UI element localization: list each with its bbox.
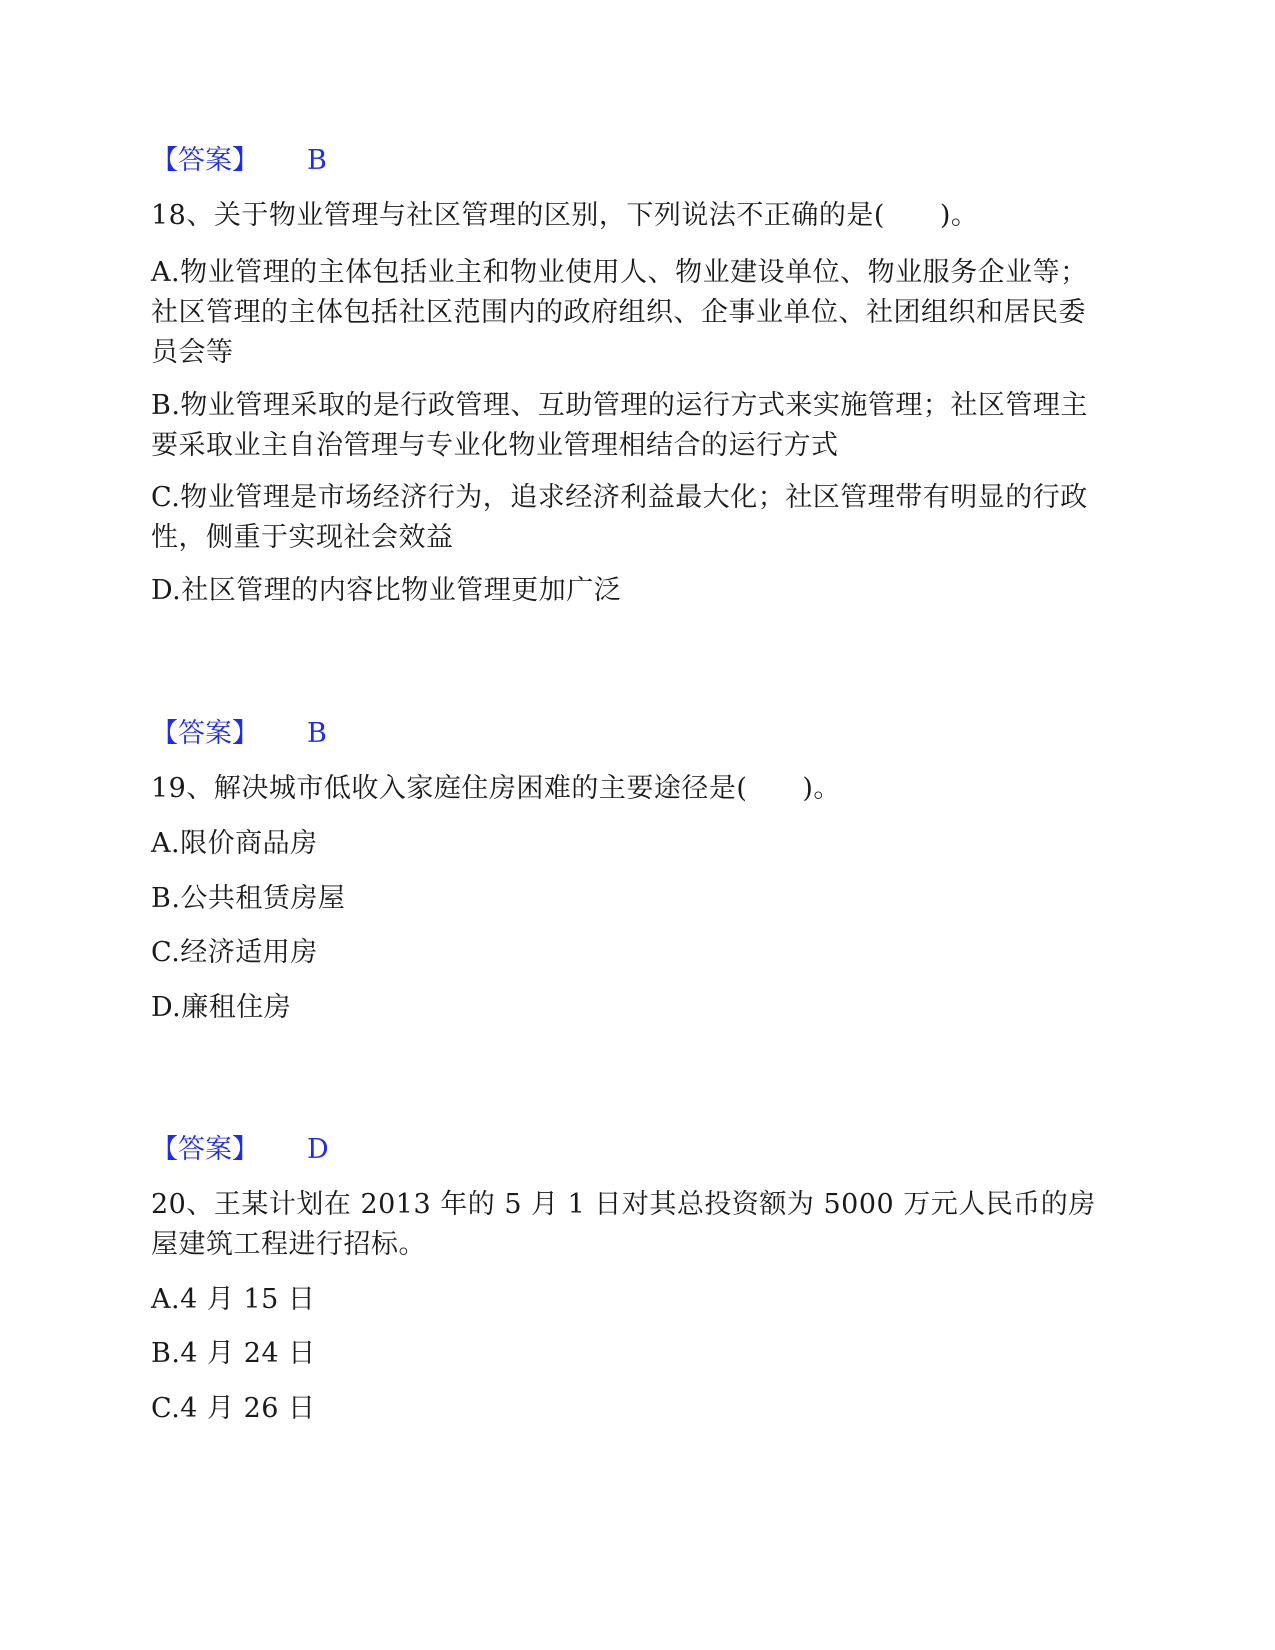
option-18-d: D.社区管理的内容比物业管理更加广泛 bbox=[151, 575, 622, 606]
option-18-a: A.物业管理的主体包括业主和物业使用人、物业建设单位、物业服务企业等；社区管理的主体包括社区范围内的政府组织、企事业单位、社团组织和居民委员会等 bbox=[151, 257, 1088, 368]
question-20: 20、王某计划在 2013 年的 5 月 1 日对其总投资额为 5000 万元人民币的房屋建筑工程进行招标。 bbox=[151, 1189, 1096, 1260]
answer-line bbox=[151, 143, 327, 179]
option-19-d: D.廉租住房 bbox=[151, 992, 292, 1023]
answer-line bbox=[151, 716, 327, 752]
option-19-b: B.公共租赁房屋 bbox=[151, 883, 346, 914]
answer-label: 【答案】 bbox=[151, 145, 259, 176]
option-20-c: C.4 月 26 日 bbox=[151, 1393, 316, 1424]
option-19-c: C.经济适用房 bbox=[151, 937, 318, 968]
question-18: 18、关于物业管理与社区管理的区别，下列说法不正确的是( )。 bbox=[151, 200, 979, 231]
option-18-c: C.物业管理是市场经济行为，追求经济利益最大化；社区管理带有明显的行政性，侧重于实现社会效益 bbox=[151, 482, 1088, 553]
option-18-b: B.物业管理采取的是行政管理、互助管理的运行方式来实施管理；社区管理主要采取业主自治管理与专业化物业管理相结合的运行方式 bbox=[151, 390, 1088, 461]
answer-value: B bbox=[307, 145, 327, 176]
answer-value: D bbox=[307, 1134, 329, 1165]
question-19: 19、解决城市低收入家庭住房困难的主要途径是( )。 bbox=[151, 773, 841, 804]
option-20-a: A.4 月 15 日 bbox=[151, 1284, 316, 1315]
answer-value: B bbox=[307, 718, 327, 749]
answer-label: 【答案】 bbox=[151, 718, 259, 749]
answer-label: 【答案】 bbox=[151, 1134, 259, 1165]
answer-line bbox=[151, 1132, 329, 1168]
option-20-b: B.4 月 24 日 bbox=[151, 1338, 316, 1369]
option-19-a: A.限价商品房 bbox=[151, 828, 318, 859]
